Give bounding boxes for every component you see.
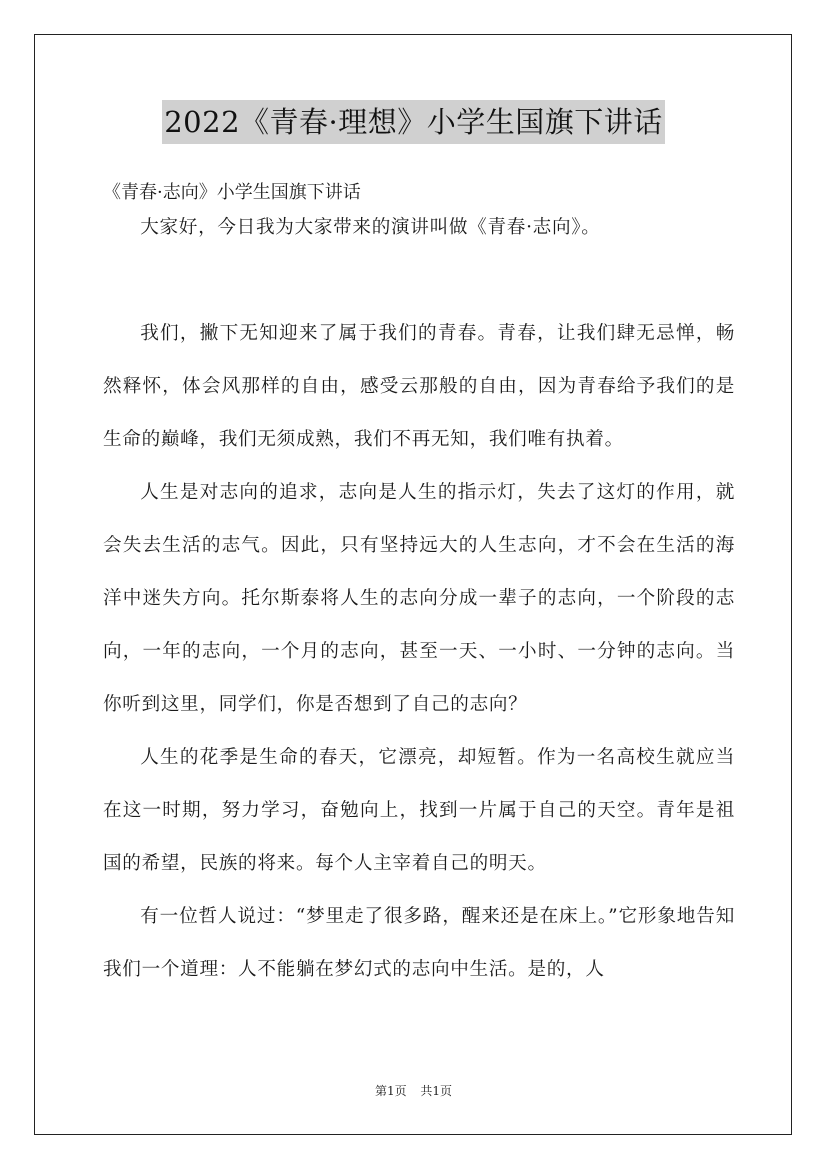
- page-footer: [0, 1081, 827, 1101]
- total-pages: 共1页: [420, 1084, 453, 1098]
- title-container: [0, 100, 827, 144]
- document-subtitle: 《青春·志向》小学生国旗下讲话: [103, 182, 361, 203]
- paragraph-greeting: 大家好，今日我为大家带来的演讲叫做《青春·志向》。: [140, 217, 601, 238]
- blank-line: [103, 254, 735, 307]
- paragraph-springtime: 人生的花季是生命的春天，它漂亮，却短暂。作为一名高校生就应当在这一时期，努力学习，奋勉向上，找到一片属于自己的天空。青年是祖国的希望，民族的将来。每个人主宰着自己的明天。: [103, 747, 735, 874]
- document-body: [103, 201, 735, 996]
- paragraph-aspiration: 人生是对志向的追求，志向是人生的指示灯，失去了这灯的作用，就会失去生活的志气。因此，只有坚持远大的人生志向，才不会在生活的海洋中迷失方向。托尔斯泰将人生的志向分成一辈子的志向，一个阶段的志向，一年的志向，一个月的志向，甚至一天、一小时、一分钟的志向。当你听到这里，同学们，你是否想到了自己的志向？: [103, 482, 735, 715]
- document-title: 2022《青春·理想》小学生国旗下讲话: [162, 100, 665, 144]
- paragraph-youth: 我们，撇下无知迎来了属于我们的青春。青春，让我们肆无忌惮，畅然释怀，体会风那样的自由，感受云那般的自由，因为青春给予我们的是生命的巅峰，我们无须成熟，我们不再无知，我们唯有执着。: [103, 323, 735, 450]
- page-number: 第1页: [374, 1084, 407, 1098]
- paragraph-philosopher: 有一位哲人说过：“梦里走了很多路，醒来还是在床上。”它形象地告知我们一个道理：人不能躺在梦幻式的志向中生活。是的，人: [103, 906, 735, 980]
